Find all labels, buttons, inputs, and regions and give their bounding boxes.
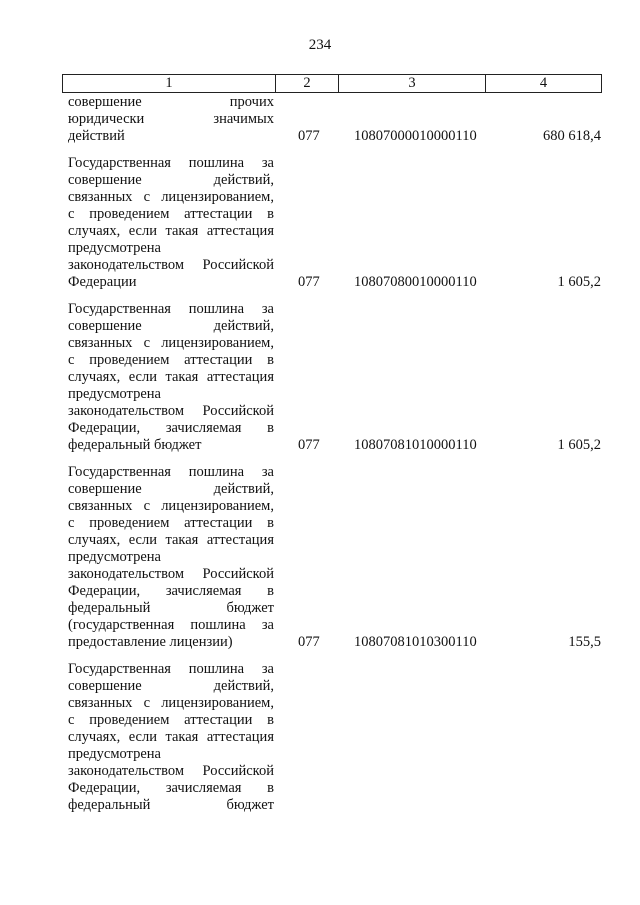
row-gap	[62, 651, 601, 661]
row-admin-code: 077	[298, 634, 320, 650]
header-col-4: 4	[486, 75, 602, 93]
description-line: федеральный бюджет	[68, 437, 202, 453]
description-line: связанных с лицензированием,	[68, 498, 274, 514]
table-row	[62, 155, 601, 291]
table-row	[62, 301, 601, 454]
description-line: предусмотрена	[68, 549, 161, 565]
row-description	[68, 661, 274, 814]
table-row	[62, 464, 601, 651]
description-line: предусмотрена	[68, 386, 161, 402]
row-gap	[62, 145, 601, 155]
row-description	[68, 464, 274, 651]
description-line: Федерации, зачисляемая в	[68, 420, 274, 436]
description-line: Федерации	[68, 274, 137, 290]
description-line: юридически значимых	[68, 111, 274, 127]
description-line: законодательством Российской	[68, 566, 274, 582]
table-row	[62, 661, 601, 814]
description-line: предусмотрена	[68, 746, 161, 762]
description-line: предоставление лицензии)	[68, 634, 233, 650]
table-header	[62, 74, 602, 93]
row-admin-code: 077	[298, 274, 320, 290]
description-line: предусмотрена	[68, 240, 161, 256]
row-budget-code: 10807000010000110	[354, 128, 477, 144]
table-row	[62, 94, 601, 145]
row-gap	[62, 291, 601, 301]
row-amount: 155,5	[568, 634, 601, 650]
row-budget-code: 10807081010000110	[354, 437, 477, 453]
description-line: случаях, если такая аттестация	[68, 729, 274, 745]
description-line: федеральный бюджет	[68, 600, 274, 616]
row-gap	[62, 454, 601, 464]
description-line: связанных с лицензированием,	[68, 335, 274, 351]
description-line: Государственная пошлина за	[68, 155, 274, 171]
description-line: законодательством Российской	[68, 257, 274, 273]
description-line: связанных с лицензированием,	[68, 695, 274, 711]
description-line: случаях, если такая аттестация	[68, 532, 274, 548]
row-budget-code: 10807080010000110	[354, 274, 477, 290]
description-line: совершение действий,	[68, 481, 274, 497]
row-admin-code: 077	[298, 437, 320, 453]
row-amount: 1 605,2	[557, 274, 601, 290]
description-line: Государственная пошлина за	[68, 661, 274, 677]
row-budget-code: 10807081010300110	[354, 634, 477, 650]
row-amount: 1 605,2	[557, 437, 601, 453]
description-line: с проведением аттестации в	[68, 712, 274, 728]
description-line: Федерации, зачисляемая в	[68, 583, 274, 599]
description-line: связанных с лицензированием,	[68, 189, 274, 205]
description-line: с проведением аттестации в	[68, 515, 274, 531]
header-col-3: 3	[339, 75, 486, 93]
description-line: совершение действий,	[68, 678, 274, 694]
description-line: с проведением аттестации в	[68, 206, 274, 222]
description-line: Государственная пошлина за	[68, 301, 274, 317]
description-line: действий	[68, 128, 125, 144]
header-col-1: 1	[63, 75, 276, 93]
row-amount: 680 618,4	[543, 128, 601, 144]
page-number: 234	[308, 37, 332, 53]
description-line: законодательством Российской	[68, 763, 274, 779]
description-line: случаях, если такая аттестация	[68, 223, 274, 239]
row-description	[68, 155, 274, 291]
description-line: с проведением аттестации в	[68, 352, 274, 368]
row-admin-code: 077	[298, 128, 320, 144]
description-line: (государственная пошлина за	[68, 617, 274, 633]
row-description	[68, 94, 274, 145]
description-line: Федерации, зачисляемая в	[68, 780, 274, 796]
header-col-2: 2	[276, 75, 339, 93]
row-description	[68, 301, 274, 454]
description-line: совершение прочих	[68, 94, 274, 110]
description-line: совершение действий,	[68, 172, 274, 188]
description-line: случаях, если такая аттестация	[68, 369, 274, 385]
description-line: Государственная пошлина за	[68, 464, 274, 480]
table-body	[62, 94, 601, 814]
description-line: законодательством Российской	[68, 403, 274, 419]
description-line: совершение действий,	[68, 318, 274, 334]
description-line: федеральный бюджет	[68, 797, 274, 813]
